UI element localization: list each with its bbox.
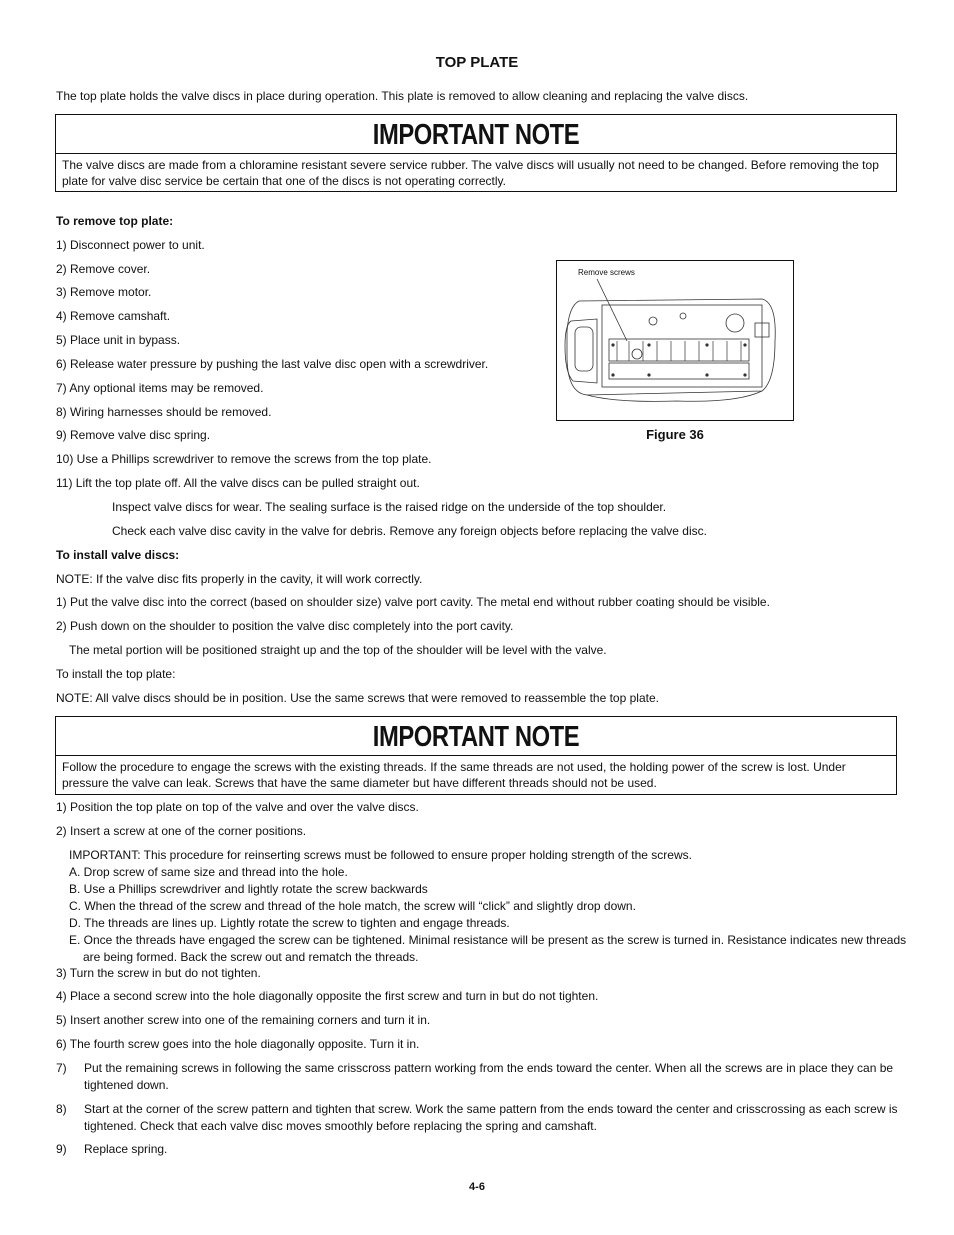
- inspect-text: Check each valve disc cavity in the valve for debris. Remove any foreign objects before replacing the valve disc.: [112, 524, 707, 538]
- remove-title: To remove top plate:: [56, 214, 174, 228]
- figure-36-image: [556, 260, 794, 421]
- list-item: 1) Position the top plate on top of the valve and over the valve discs.: [56, 800, 419, 814]
- list-text: Put the remaining screws in following the same crisscross pattern working from the ends toward the center. When all the screws are in place they can be tightened down.: [84, 1061, 894, 1092]
- list-item: [56, 1060, 898, 1094]
- sub-step: E. Once the threads have engaged the screw can be tightened. Minimal resistance will be present as the screw is turned in. Resistance indicates new threads: [69, 933, 907, 947]
- important-note-2: [55, 716, 897, 795]
- list-number: 7): [56, 1061, 67, 1075]
- list-number: 8): [56, 1102, 67, 1116]
- list-item: [56, 1101, 898, 1135]
- figure-label: Remove screws: [578, 268, 635, 277]
- install-note2: NOTE: All valve discs should be in position. Use the same screws that were removed to reassemble the top plate.: [56, 691, 659, 705]
- sub-step: D. The threads are lines up. Lightly rotate the screw to tighten and engage threads.: [69, 916, 510, 930]
- page-number: 4-6: [469, 1181, 485, 1193]
- list-number: 9): [56, 1142, 67, 1156]
- list-item: 1) Disconnect power to unit.: [56, 238, 205, 252]
- list-item: 6) The fourth screw goes into the hole diagonally opposite. Turn it in.: [56, 1037, 420, 1051]
- list-item: 2) Push down on the shoulder to position the valve disc completely into the port cavity.: [56, 619, 514, 633]
- list-item: 4) Place a second screw into the hole diagonally opposite the first screw and turn in but do not tighten.: [56, 989, 599, 1003]
- list-item: 8) Wiring harnesses should be removed.: [56, 405, 272, 419]
- install-title: To install valve discs:: [56, 548, 180, 562]
- list-item: 9) Remove valve disc spring.: [56, 428, 211, 442]
- important-note-body: Follow the procedure to engage the screws with the existing threads. If the same threads are not used, the holding power of the screw is lost. Under pressure the valve can leak. Screws that have the same diameter but have different threads should not be used.: [56, 755, 896, 795]
- list-item: 5) Insert another screw into one of the remaining corners and turn it in.: [56, 1013, 431, 1027]
- sub-step: C. When the thread of the screw and thread of the hole match, the screw will “click” and slightly drop down.: [69, 899, 636, 913]
- list-item: 1) Put the valve disc into the correct (based on shoulder size) valve port cavity. The metal end without rubber coating should be visible.: [56, 595, 770, 609]
- list-text: Start at the corner of the screw pattern and tighten that screw. Work the same pattern from the ends toward the center and crisscrossing as each screw is tightened. Check that each valve disc moves smoothly before replacing the spring and camshaft.: [84, 1102, 898, 1133]
- important-note-title: IMPORTANT NOTE: [372, 721, 580, 753]
- list-item: 11) Lift the top plate off. All the valve discs can be pulled straight out.: [56, 476, 420, 490]
- list-item: 3) Remove motor.: [56, 285, 152, 299]
- list-item: 2) Remove cover.: [56, 262, 151, 276]
- figure-caption: Figure 36: [646, 427, 704, 442]
- sub-step: are being formed. Back the screw out and rematch the threads.: [83, 950, 419, 964]
- intro-text: The top plate holds the valve discs in place during operation. This plate is removed to allow cleaning and replacing the valve discs.: [56, 89, 749, 103]
- important-text: IMPORTANT: This procedure for reinserting screws must be followed to ensure proper holding strength of the screws.: [69, 848, 692, 862]
- section-heading: TOP PLATE: [435, 54, 519, 71]
- valve-top-plate-drawing: [557, 261, 792, 419]
- list-item: 5) Place unit in bypass.: [56, 333, 181, 347]
- list-item: 7) Any optional items may be removed.: [56, 381, 264, 395]
- install-step2-detail: The metal portion will be positioned straight up and the top of the shoulder will be level with the valve.: [69, 643, 607, 657]
- install-topplate: To install the top plate:: [56, 667, 176, 681]
- list-text: Replace spring.: [84, 1142, 168, 1156]
- inspect-text: Inspect valve discs for wear. The sealing surface is the raised ridge on the underside of the top shoulder.: [112, 500, 667, 514]
- important-note-1: [55, 114, 897, 192]
- sub-step: B. Use a Phillips screwdriver and lightly rotate the screw backwards: [69, 882, 428, 896]
- sub-step: A. Drop screw of same size and thread into the hole.: [69, 865, 348, 879]
- install-note: NOTE: If the valve disc fits properly in the cavity, it will work correctly.: [56, 572, 423, 586]
- list-item: 2) Insert a screw at one of the corner positions.: [56, 824, 307, 838]
- important-note-title: IMPORTANT NOTE: [372, 119, 580, 151]
- important-note-body: The valve discs are made from a chloramine resistant severe service rubber. The valve discs will usually not need to be changed. Before removing the top plate for valve disc service be certain that one of the discs is not operating correctly.: [56, 153, 896, 193]
- list-item: [56, 1141, 898, 1158]
- list-item: 3) Turn the screw in but do not tighten.: [56, 966, 261, 980]
- list-item: 6) Release water pressure by pushing the last valve disc open with a screwdriver.: [56, 357, 489, 371]
- list-item: 4) Remove camshaft.: [56, 309, 171, 323]
- list-item: 10) Use a Phillips screwdriver to remove the screws from the top plate.: [56, 452, 432, 466]
